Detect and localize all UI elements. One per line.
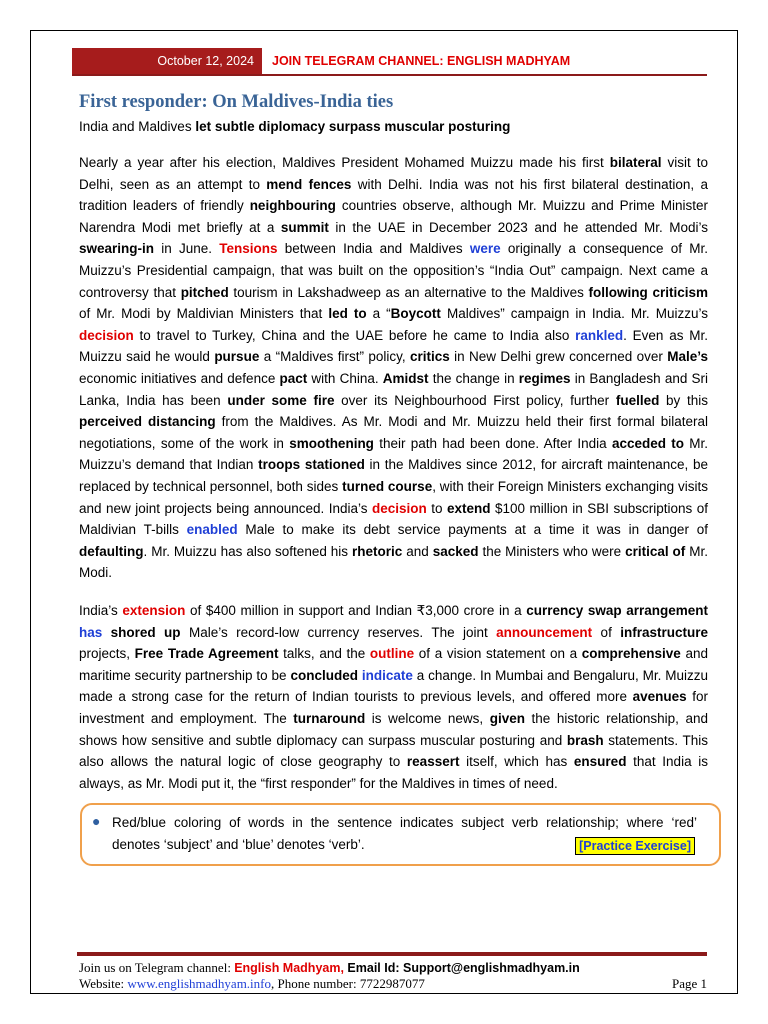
footer-phone: , Phone number: 7722987077 xyxy=(271,976,425,991)
footer-website-link[interactable]: www.englishmadhyam.info xyxy=(127,976,271,991)
footer-channel-link[interactable]: English Madhyam, xyxy=(234,961,344,975)
footer-divider xyxy=(77,952,707,956)
bullet-icon: ● xyxy=(92,813,101,829)
header-date: October 12, 2024 xyxy=(72,48,262,74)
footer-email: Email Id: Support@englishmadhyam.in xyxy=(343,961,580,975)
article-paragraph-2: India’s extension of $400 million in support and Indian ₹3,000 crore in a currency swap arrangement has shored up Male’s record-low currency reserves. The joint announcement of infrastructure projects, Free Trade Agreement talks, and the outline of a vision statement on a comprehensive and maritime security partnership to be concluded indicate a change. In Mumbai and Bengaluru, Mr. Muizzu made a strong case for the return of Indian tourists to previous levels, and offered more avenues for investment and employment. The turnaround is welcome news, given the historic relationship, and shows how sensitive and subtle diplomacy can surpass muscular posturing and brash statements. This also allows the natural logic of close geography to reassert itself, which has ensured that India is always, as Mr. Modi put it, the “first responder” for the Maldives in times of need. xyxy=(79,603,709,791)
footer-line-2 xyxy=(79,976,707,992)
article-title: First responder: On Maldives-India ties xyxy=(79,92,394,112)
note-text: Red/blue coloring of words in the sentence indicates subject verb relationship; where ‘red’ denotes ‘subject’ and ‘blue’ denotes ‘verb’. xyxy=(112,815,697,852)
article-subtitle xyxy=(79,119,510,134)
note-box xyxy=(80,803,721,866)
practice-exercise-link[interactable]: [Practice Exercise] xyxy=(575,837,695,855)
subtitle-bold: let subtle diplomacy surpass muscular posturing xyxy=(195,119,511,134)
page-number: Page 1 xyxy=(671,976,707,991)
header-bar xyxy=(72,48,707,76)
subtitle-plain: India and Maldives xyxy=(79,119,196,134)
header-telegram-link[interactable]: JOIN TELEGRAM CHANNEL: ENGLISH MADHYAM xyxy=(272,54,571,68)
footer-website-prefix: Website: xyxy=(79,976,128,991)
footer-telegram-prefix: Join us on Telegram channel: xyxy=(79,960,235,975)
article-paragraph-1: Nearly a year after his election, Maldives President Mohamed Muizzu made his first bilateral visit to Delhi, seen as an attempt to mend fences with Delhi. India was not his first bilateral destination, a tradition leaders of friendly neighbouring countries observe, although Mr. Muizzu and Prime Minister Narendra Modi met briefly at a summit in the UAE in December 2023 and he attended Mr. Modi’s swearing-in in June. Tensions between India and Maldives were originally a consequence of Mr. Muizzu’s Presidential campaign, that was built on the opposition’s “India Out” campaign. Next came a controversy that pitched tourism in Lakshadweep as an alternative to the Maldives following criticism of Mr. Modi by Maldivian Ministers that led to a “Boycott Maldives” campaign in India. Mr. Muizzu’s decision to travel to Turkey, China and the UAE before he came to India also rankled. Even as Mr. Muizzu said he would pursue a “Maldives first” policy, critics in New Delhi grew concerned over Male’s economic initiatives and defence pact with China. Amidst the change in regimes in Bangladesh and Sri Lanka, India has been under some fire over its Neighbourhood First policy, further fuelled by this perceived distancing from the Maldives. As Mr. Modi and Mr. Muizzu held their first formal bilateral negotiations, some of the work in smoothening their path had been done. After India acceded to Mr. Muizzu’s demand that Indian troops stationed in the Maldives since 2012, for aircraft maintenance, be replaced by technical personnel, both sides turned course, with their Foreign Ministers exchanging visits and new joint projects being announced. India’s decision to extend $100 million in SBI subscriptions of Maldivian T-bills enabled Male to make its debt service payments at a time it was in danger of defaulting. Mr. Muizzu has also softened his rhetoric and sacked the Ministers who were critical of Mr. Modi. xyxy=(79,155,709,581)
footer-line-1 xyxy=(79,960,580,976)
